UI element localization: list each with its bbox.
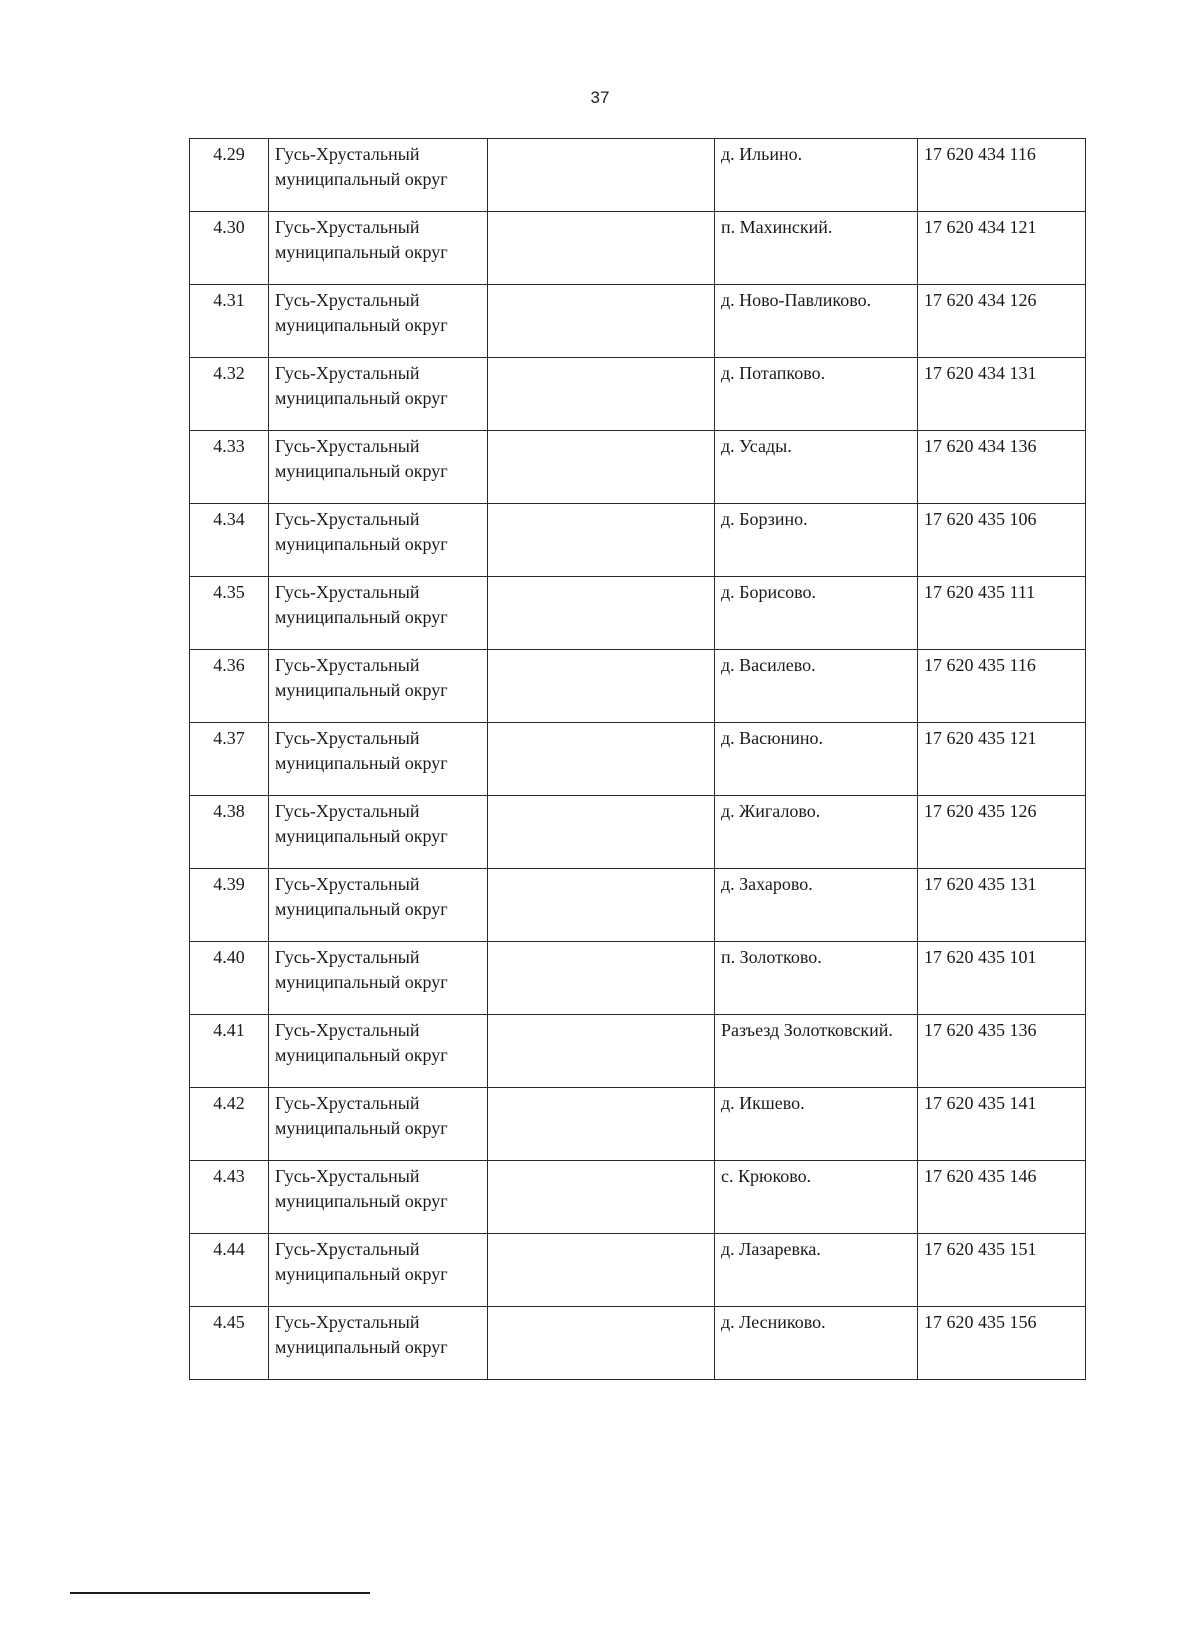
- settlement-cell: п. Махинский.: [715, 212, 918, 285]
- settlement-cell: д. Лесниково.: [715, 1307, 918, 1380]
- empty-cell: [488, 723, 715, 796]
- table-row: [190, 1015, 1086, 1088]
- settlement-cell: д. Васюнино.: [715, 723, 918, 796]
- oktmo-code-cell: 17 620 435 101: [918, 942, 1086, 1015]
- row-number-cell: 4.32: [190, 358, 269, 431]
- row-number-cell: 4.43: [190, 1161, 269, 1234]
- district-cell: Гусь-Хрустальный муниципальный округ: [269, 577, 488, 650]
- table-row: [190, 1088, 1086, 1161]
- empty-cell: [488, 650, 715, 723]
- settlement-cell: п. Золотково.: [715, 942, 918, 1015]
- empty-cell: [488, 139, 715, 212]
- table-row: [190, 577, 1086, 650]
- empty-cell: [488, 1307, 715, 1380]
- oktmo-code-cell: 17 620 435 121: [918, 723, 1086, 796]
- table-row: [190, 1234, 1086, 1307]
- oktmo-code-cell: 17 620 435 156: [918, 1307, 1086, 1380]
- row-number-cell: 4.40: [190, 942, 269, 1015]
- settlement-cell: д. Василево.: [715, 650, 918, 723]
- table-row: [190, 285, 1086, 358]
- district-cell: Гусь-Хрустальный муниципальный округ: [269, 796, 488, 869]
- oktmo-code-cell: 17 620 435 146: [918, 1161, 1086, 1234]
- table-row: [190, 650, 1086, 723]
- table-body: [190, 139, 1086, 1380]
- empty-cell: [488, 1015, 715, 1088]
- oktmo-code-cell: 17 620 435 116: [918, 650, 1086, 723]
- table-row: [190, 723, 1086, 796]
- row-number-cell: 4.33: [190, 431, 269, 504]
- page-number: 37: [590, 88, 610, 107]
- table-row: [190, 869, 1086, 942]
- row-number-cell: 4.41: [190, 1015, 269, 1088]
- empty-cell: [488, 942, 715, 1015]
- settlement-cell: д. Лазаревка.: [715, 1234, 918, 1307]
- settlement-cell: д. Захарово.: [715, 869, 918, 942]
- settlements-table: [189, 138, 1086, 1380]
- table-row: [190, 212, 1086, 285]
- settlement-cell: д. Жигалово.: [715, 796, 918, 869]
- table-row: [190, 139, 1086, 212]
- oktmo-code-cell: 17 620 435 136: [918, 1015, 1086, 1088]
- empty-cell: [488, 1088, 715, 1161]
- settlement-cell: д. Борзино.: [715, 504, 918, 577]
- empty-cell: [488, 285, 715, 358]
- empty-cell: [488, 577, 715, 650]
- empty-cell: [488, 212, 715, 285]
- district-cell: Гусь-Хрустальный муниципальный округ: [269, 1234, 488, 1307]
- district-cell: Гусь-Хрустальный муниципальный округ: [269, 358, 488, 431]
- empty-cell: [488, 504, 715, 577]
- row-number-cell: 4.31: [190, 285, 269, 358]
- settlement-cell: д. Потапково.: [715, 358, 918, 431]
- row-number-cell: 4.38: [190, 796, 269, 869]
- table-row: [190, 1161, 1086, 1234]
- row-number-cell: 4.42: [190, 1088, 269, 1161]
- footnote-separator: [70, 1592, 370, 1594]
- district-cell: Гусь-Хрустальный муниципальный округ: [269, 139, 488, 212]
- table-row: [190, 796, 1086, 869]
- table-row: [190, 1307, 1086, 1380]
- oktmo-code-cell: 17 620 435 111: [918, 577, 1086, 650]
- oktmo-code-cell: 17 620 434 136: [918, 431, 1086, 504]
- district-cell: Гусь-Хрустальный муниципальный округ: [269, 723, 488, 796]
- district-cell: Гусь-Хрустальный муниципальный округ: [269, 1015, 488, 1088]
- settlement-cell: с. Крюково.: [715, 1161, 918, 1234]
- row-number-cell: 4.30: [190, 212, 269, 285]
- oktmo-code-cell: 17 620 435 106: [918, 504, 1086, 577]
- oktmo-code-cell: 17 620 435 151: [918, 1234, 1086, 1307]
- oktmo-code-cell: 17 620 434 116: [918, 139, 1086, 212]
- oktmo-code-cell: 17 620 434 121: [918, 212, 1086, 285]
- empty-cell: [488, 1161, 715, 1234]
- district-cell: Гусь-Хрустальный муниципальный округ: [269, 1088, 488, 1161]
- row-number-cell: 4.36: [190, 650, 269, 723]
- row-number-cell: 4.29: [190, 139, 269, 212]
- settlement-cell: д. Икшево.: [715, 1088, 918, 1161]
- district-cell: Гусь-Хрустальный муниципальный округ: [269, 431, 488, 504]
- table-row: [190, 358, 1086, 431]
- district-cell: Гусь-Хрустальный муниципальный округ: [269, 942, 488, 1015]
- empty-cell: [488, 869, 715, 942]
- settlement-cell: Разъезд Золотковский.: [715, 1015, 918, 1088]
- district-cell: Гусь-Хрустальный муниципальный округ: [269, 285, 488, 358]
- oktmo-code-cell: 17 620 434 126: [918, 285, 1086, 358]
- oktmo-code-cell: 17 620 435 126: [918, 796, 1086, 869]
- row-number-cell: 4.34: [190, 504, 269, 577]
- empty-cell: [488, 796, 715, 869]
- settlement-cell: д. Борисово.: [715, 577, 918, 650]
- district-cell: Гусь-Хрустальный муниципальный округ: [269, 869, 488, 942]
- district-cell: Гусь-Хрустальный муниципальный округ: [269, 504, 488, 577]
- district-cell: Гусь-Хрустальный муниципальный округ: [269, 1307, 488, 1380]
- district-cell: Гусь-Хрустальный муниципальный округ: [269, 650, 488, 723]
- row-number-cell: 4.44: [190, 1234, 269, 1307]
- district-cell: Гусь-Хрустальный муниципальный округ: [269, 212, 488, 285]
- empty-cell: [488, 358, 715, 431]
- row-number-cell: 4.35: [190, 577, 269, 650]
- table-row: [190, 431, 1086, 504]
- district-cell: Гусь-Хрустальный муниципальный округ: [269, 1161, 488, 1234]
- settlement-cell: д. Ильино.: [715, 139, 918, 212]
- row-number-cell: 4.37: [190, 723, 269, 796]
- row-number-cell: 4.45: [190, 1307, 269, 1380]
- oktmo-code-cell: 17 620 435 131: [918, 869, 1086, 942]
- row-number-cell: 4.39: [190, 869, 269, 942]
- table-row: [190, 504, 1086, 577]
- empty-cell: [488, 431, 715, 504]
- empty-cell: [488, 1234, 715, 1307]
- oktmo-code-cell: 17 620 434 131: [918, 358, 1086, 431]
- settlement-cell: д. Ново-Павликово.: [715, 285, 918, 358]
- settlement-cell: д. Усады.: [715, 431, 918, 504]
- table-row: [190, 942, 1086, 1015]
- oktmo-code-cell: 17 620 435 141: [918, 1088, 1086, 1161]
